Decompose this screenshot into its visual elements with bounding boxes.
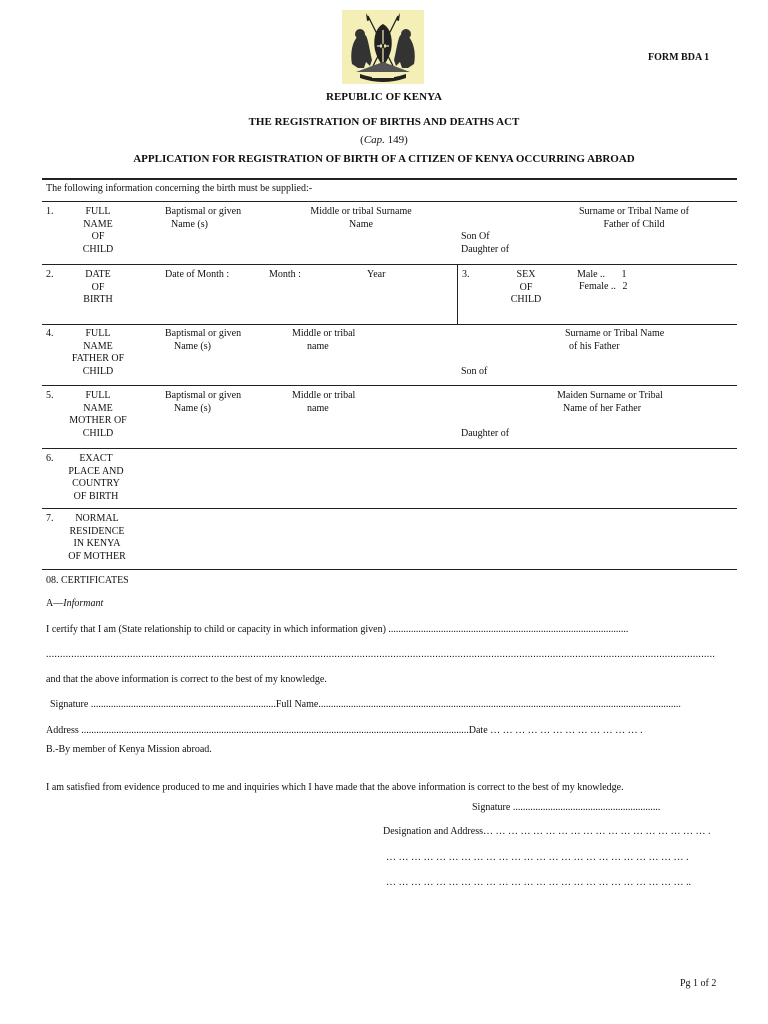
label-line: EXACT (79, 453, 113, 464)
label-line: OF (91, 231, 105, 242)
label-line: FULL (85, 328, 111, 339)
row-label (60, 453, 132, 503)
label-line: CHILD (510, 294, 542, 305)
option-label: Male .. (577, 269, 606, 280)
son-daughter-of-field[interactable] (461, 231, 509, 256)
field-caption: Surname or Tribal Name of (579, 206, 689, 217)
rule-5 (42, 448, 737, 449)
field-caption: Baptismal or given (165, 328, 242, 339)
maiden-surname-field[interactable] (557, 390, 663, 415)
option-label: Female .. (579, 281, 616, 292)
label-line: RESIDENCE (69, 525, 125, 537)
field-caption: Father of Child (603, 218, 665, 230)
label-line: CHILD (82, 243, 114, 255)
coat-of-arms-emblem (342, 10, 424, 84)
father-tribal-name-field[interactable] (292, 328, 355, 353)
daughter-of-field[interactable]: Daughter of (461, 428, 510, 439)
field-caption: Maiden Surname or Tribal (557, 390, 663, 401)
page-number: Pg 1 of 2 (680, 978, 717, 989)
row-number: 3. (462, 269, 470, 280)
rule-1 (42, 201, 737, 202)
label-line: NAME (83, 218, 113, 230)
label-line: BIRTH (83, 294, 113, 305)
field-caption: Name (349, 218, 373, 230)
address-continuation-line-1[interactable]: … … … … … … … … … … … … … … … … … … … … … … … … . (386, 852, 689, 863)
field-caption: Name of her Father (563, 402, 642, 414)
sex-label (496, 269, 556, 307)
label-line: SEX (516, 269, 536, 280)
row-number: 5. (46, 390, 54, 401)
row-number: 7. (46, 513, 54, 524)
coat-of-arms-icon (342, 10, 424, 84)
row-label (60, 513, 134, 563)
field-caption: Surname or Tribal Name (565, 328, 665, 339)
field-caption: Middle or tribal (292, 328, 356, 339)
label-line: NORMAL (75, 513, 119, 524)
label-line: FULL (85, 390, 111, 401)
rule-2 (42, 264, 737, 265)
field-caption: name (307, 402, 329, 414)
label-line: CHILD (82, 365, 114, 377)
label-line: DATE (85, 269, 111, 280)
address-date-line[interactable]: Address ...........................................................................................................................................................Date … … … … … … … … … … … … . (46, 725, 643, 736)
mother-given-name-field[interactable] (165, 390, 241, 415)
cap-number: 149) (387, 134, 408, 146)
field-caption: Name (s) (174, 340, 211, 352)
act-heading: THE REGISTRATION OF BIRTHS AND DEATHS ACT (248, 116, 520, 128)
option-code: 2 (622, 281, 628, 292)
address-continuation-line-2[interactable]: … … … … … … … … … … … … … … … … … … … … … … … … .. (386, 877, 691, 888)
father-surname-field[interactable] (568, 206, 700, 231)
cap-reference (0, 134, 768, 146)
table-top-rule (42, 178, 737, 180)
label-line: IN KENYA (73, 538, 121, 549)
republic-heading: REPUBLIC OF KENYA (326, 91, 442, 103)
form-title: APPLICATION FOR REGISTRATION OF BIRTH OF A CITIZEN OF KENYA OCCURRING ABROAD (133, 153, 635, 165)
informant-heading (46, 598, 103, 611)
certify-relationship-line[interactable]: I certify that I am (State relationship to child or capacity in which information given) ................................................................................................ (46, 624, 629, 635)
label-line: CHILD (82, 427, 114, 439)
field-caption: of his Father (569, 340, 620, 352)
male-option[interactable] (577, 269, 627, 282)
label-line: OF MOTHER (68, 550, 126, 562)
mission-satisfied-statement: I am satisfied from evidence produced to me and inquiries which I have made that the above information is correct to the best of my knowledge. (46, 782, 624, 793)
given-name-field[interactable] (165, 206, 241, 231)
row-number: 6. (46, 453, 54, 464)
year-field[interactable]: Year (367, 269, 386, 280)
rule-4 (42, 385, 737, 386)
mission-heading: B.-By member of Kenya Mission abroad. (46, 744, 212, 755)
intro-text: The following information concerning the birth must be supplied:- (46, 183, 313, 194)
field-caption: Name (s) (171, 218, 208, 230)
field-caption: Middle or tribal (292, 390, 356, 401)
informant-prefix: A— (46, 598, 64, 609)
rule-6 (42, 508, 737, 509)
rule-3 (42, 324, 737, 325)
cap-open: ( (360, 134, 364, 146)
row-number: 4. (46, 328, 54, 339)
label-line: OF (519, 281, 533, 293)
informant-signature-fullname-line[interactable]: Signature ..........................................................................Full Name................................................................................................................................................. (50, 699, 681, 710)
field-caption: Son Of (461, 231, 490, 242)
label-line: COUNTRY (72, 478, 120, 489)
correct-statement: and that the above information is correct to the best of my knowledge. (46, 674, 327, 685)
row-label (66, 269, 130, 307)
label-line: MOTHER OF (69, 415, 127, 426)
label-line: OF BIRTH (73, 490, 119, 502)
mother-tribal-name-field[interactable] (292, 390, 355, 415)
row-label (66, 206, 130, 256)
label-line: OF (91, 281, 105, 293)
dotted-continuation-line[interactable]: ............................................................................................................................................................................................................................................... (46, 649, 716, 660)
female-option[interactable] (579, 281, 627, 294)
tribal-surname-field[interactable] (303, 206, 419, 231)
designation-address-line[interactable]: Designation and Address… … … … … … … … … … … … … … … … … … . (383, 826, 711, 837)
month-field[interactable]: Month : (269, 269, 301, 280)
form-code: FORM BDA 1 (648, 52, 710, 63)
rule-7 (42, 569, 737, 570)
row-number: 2. (46, 269, 54, 280)
cap-italic: Cap. (363, 134, 385, 146)
field-caption: Name (s) (174, 402, 211, 414)
field-caption: name (307, 340, 329, 352)
label-line: NAME (83, 402, 113, 414)
row-number: 1. (46, 206, 54, 217)
label-line: PLACE AND (68, 465, 124, 477)
label-line: FULL (85, 206, 111, 217)
label-line: FATHER OF (71, 353, 125, 364)
field-caption: Daughter of (461, 243, 510, 255)
row-label (62, 390, 134, 440)
field-caption: Middle or tribal Surname (310, 206, 412, 217)
son-of-field[interactable]: Son of (461, 366, 488, 377)
certificates-heading: 08. CERTIFICATES (46, 575, 129, 586)
father-given-name-field[interactable] (165, 328, 241, 353)
label-line: NAME (83, 340, 113, 352)
grandfather-surname-field[interactable] (565, 328, 664, 353)
row2-divider (457, 264, 458, 324)
field-caption: Baptismal or given (165, 390, 242, 401)
row-label (62, 328, 134, 378)
mission-signature-line[interactable]: Signature ........................................................... (472, 802, 661, 813)
option-code: 1 (621, 269, 627, 280)
date-of-month-field[interactable]: Date of Month : (165, 269, 230, 280)
informant-label: Informant (63, 598, 104, 609)
field-caption: Baptismal or given (165, 206, 242, 217)
